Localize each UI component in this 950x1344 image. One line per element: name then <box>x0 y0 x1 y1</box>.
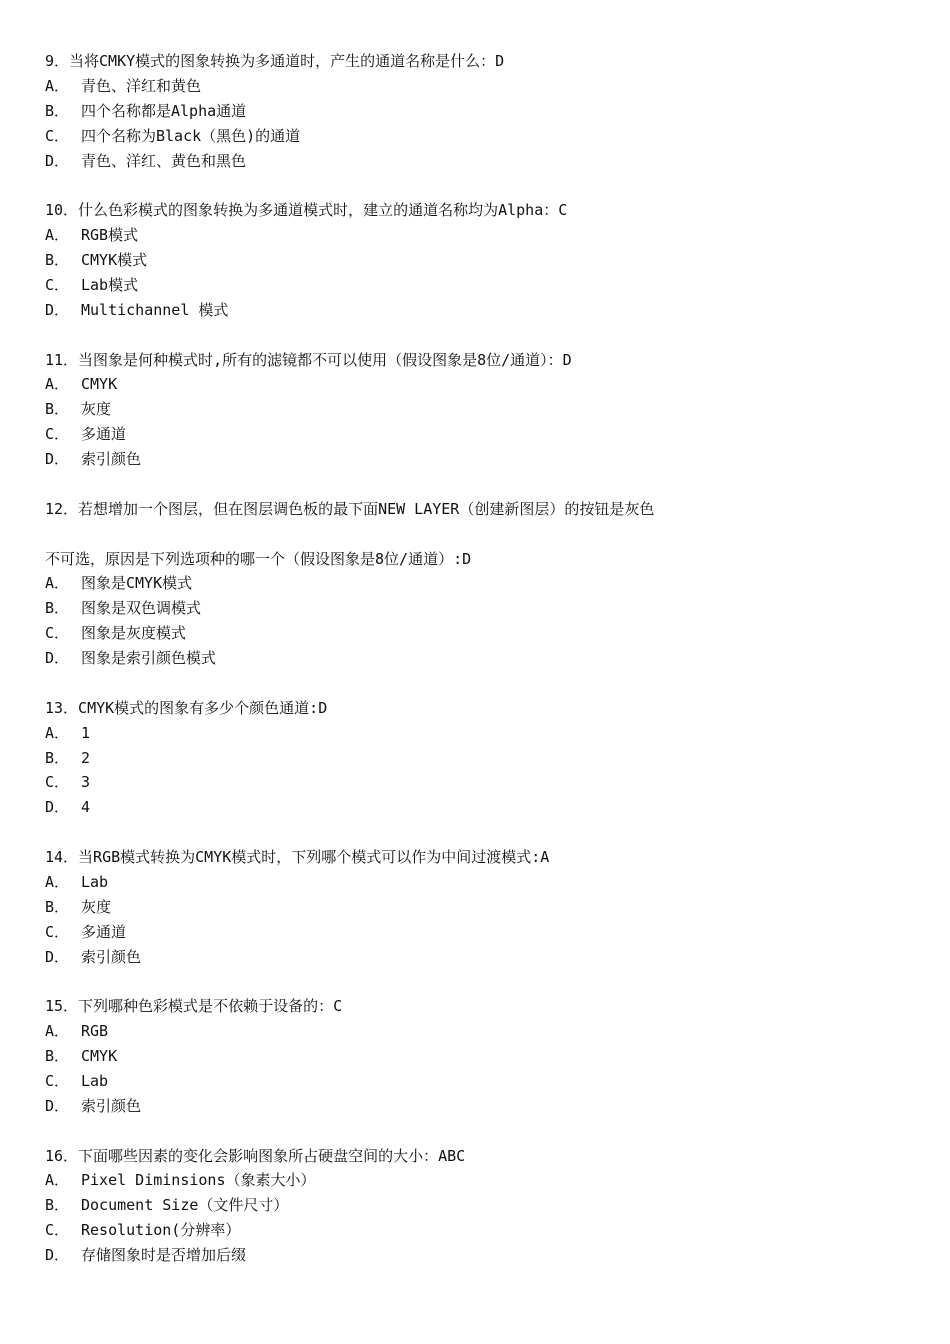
option-text: 灰度 <box>81 897 112 916</box>
question-stem: 14．当RGB模式转换为CMYK模式时，下列哪个模式可以作为中间过渡模式:A <box>45 848 550 867</box>
question-stem: 15．下列哪种色彩模式是不依赖于设备的：C <box>45 997 343 1016</box>
option-letter: C． <box>45 1071 70 1090</box>
option-b <box>45 1044 915 1069</box>
option-text: 1 <box>81 723 91 742</box>
question-stem: 11．当图象是何种模式时,所有的滤镜都不可以使用（假设图象是8位/通道）：D <box>45 350 572 369</box>
option-text: 灰度 <box>81 400 112 419</box>
question-stem: 13．CMYK模式的图象有多少个颜色通道:D <box>45 698 328 717</box>
option-letter: D． <box>45 947 70 966</box>
option-text: 索引颜色 <box>81 450 142 469</box>
option-d <box>45 447 915 472</box>
option-text: RGB模式 <box>81 226 139 245</box>
option-text: 多通道 <box>81 425 127 444</box>
option-text: CMYK <box>81 375 118 394</box>
option-text: 多通道 <box>81 922 127 941</box>
option-d <box>45 1243 915 1268</box>
option-c <box>45 1069 915 1094</box>
option-letter: B． <box>45 897 70 916</box>
option-letter: A． <box>45 1022 70 1041</box>
option-d <box>45 298 915 323</box>
option-text: 索引颜色 <box>81 947 142 966</box>
option-a <box>45 721 915 746</box>
option-text: 图象是双色调模式 <box>81 599 202 618</box>
option-letter: B． <box>45 251 70 270</box>
option-text: RGB <box>81 1022 109 1041</box>
option-c <box>45 770 915 795</box>
option-letter: C． <box>45 425 70 444</box>
option-text: 2 <box>81 748 91 767</box>
option-letter: C． <box>45 275 70 294</box>
option-text: Lab <box>81 1071 109 1090</box>
option-a <box>45 1168 915 1193</box>
option-letter: C． <box>45 773 70 792</box>
option-letter: A． <box>45 375 70 394</box>
option-text: Lab <box>81 872 109 891</box>
option-text: Pixel Diminsions（象素大小） <box>81 1171 316 1190</box>
question-stem-continued: 不可选，原因是下列选项种的哪一个（假设图象是8位/通道）:D <box>45 549 472 568</box>
option-letter: B． <box>45 400 70 419</box>
option-d <box>45 149 915 174</box>
option-text: 四个名称为Black（黑色)的通道 <box>81 126 301 145</box>
option-letter: D． <box>45 151 70 170</box>
option-letter: D． <box>45 649 70 668</box>
option-d <box>45 646 915 671</box>
option-text: 索引颜色 <box>81 1096 142 1115</box>
question-11 <box>45 348 915 472</box>
option-letter: A． <box>45 872 70 891</box>
option-text: 图象是CMYK模式 <box>81 574 193 593</box>
option-letter: C． <box>45 922 70 941</box>
question-16 <box>45 1144 915 1268</box>
option-b <box>45 596 915 621</box>
option-letter: A． <box>45 1171 70 1190</box>
option-c <box>45 621 915 646</box>
option-letter: B． <box>45 748 70 767</box>
question-stem: 9．当将CMKY模式的图象转换为多通道时，产生的通道名称是什么：D <box>45 52 505 70</box>
option-text: 存储图象时是否增加后缀 <box>81 1246 247 1265</box>
option-a <box>45 571 915 596</box>
option-b <box>45 397 915 422</box>
option-letter: A． <box>45 226 70 245</box>
option-text: 四个名称都是Alpha通道 <box>81 101 247 120</box>
option-text: 3 <box>81 773 91 792</box>
option-d <box>45 795 915 820</box>
question-13 <box>45 696 915 820</box>
option-d <box>45 945 915 970</box>
option-letter: D． <box>45 1246 70 1265</box>
option-c <box>45 422 915 447</box>
option-a <box>45 223 915 248</box>
option-letter: D． <box>45 798 70 817</box>
option-text: 图象是索引颜色模式 <box>81 649 217 668</box>
option-c <box>45 124 915 149</box>
option-letter: B． <box>45 599 70 618</box>
option-letter: A． <box>45 723 70 742</box>
option-letter: B． <box>45 101 70 120</box>
option-letter: A． <box>45 76 70 95</box>
option-letter: C． <box>45 624 70 643</box>
option-letter: B． <box>45 1196 70 1215</box>
option-c <box>45 273 915 298</box>
option-text: 青色、洋红、黄色和黑色 <box>81 151 247 170</box>
option-a <box>45 372 915 397</box>
option-text: CMYK模式 <box>81 251 148 270</box>
question-10 <box>45 198 915 322</box>
question-stem: 16．下面哪些因素的变化会影响图象所占硬盘空间的大小：ABC <box>45 1146 466 1165</box>
option-text: Resolution(分辨率） <box>81 1221 241 1240</box>
option-text: Lab模式 <box>81 275 139 294</box>
option-text: 4 <box>81 798 91 817</box>
option-letter: B． <box>45 1047 70 1066</box>
option-b <box>45 99 915 124</box>
document-page <box>45 49 915 1293</box>
question-stem: 12．若想增加一个图层，但在图层调色板的最下面NEW LAYER（创建新图层）的按钮是灰色 <box>45 499 655 518</box>
option-letter: A． <box>45 574 70 593</box>
question-12 <box>45 497 915 671</box>
option-letter: D． <box>45 300 70 319</box>
question-stem: 10．什么色彩模式的图象转换为多通道模式时，建立的通道名称均为Alpha：C <box>45 201 568 220</box>
option-b <box>45 895 915 920</box>
question-15 <box>45 994 915 1118</box>
option-letter: D． <box>45 1096 70 1115</box>
option-text: Document Size（文件尺寸） <box>81 1196 289 1215</box>
question-14 <box>45 845 915 969</box>
option-c <box>45 920 915 945</box>
question-9 <box>45 49 915 173</box>
option-b <box>45 1193 915 1218</box>
option-a <box>45 74 915 99</box>
option-text: CMYK <box>81 1047 118 1066</box>
option-letter: C． <box>45 1221 70 1240</box>
option-b <box>45 248 915 273</box>
option-c <box>45 1218 915 1243</box>
option-text: 青色、洋红和黄色 <box>81 76 202 95</box>
option-letter: C． <box>45 126 70 145</box>
option-text: Multichannel 模式 <box>81 300 229 319</box>
option-b <box>45 746 915 771</box>
option-a <box>45 870 915 895</box>
option-text: 图象是灰度模式 <box>81 624 187 643</box>
option-d <box>45 1094 915 1119</box>
option-letter: D． <box>45 450 70 469</box>
option-a <box>45 1019 915 1044</box>
